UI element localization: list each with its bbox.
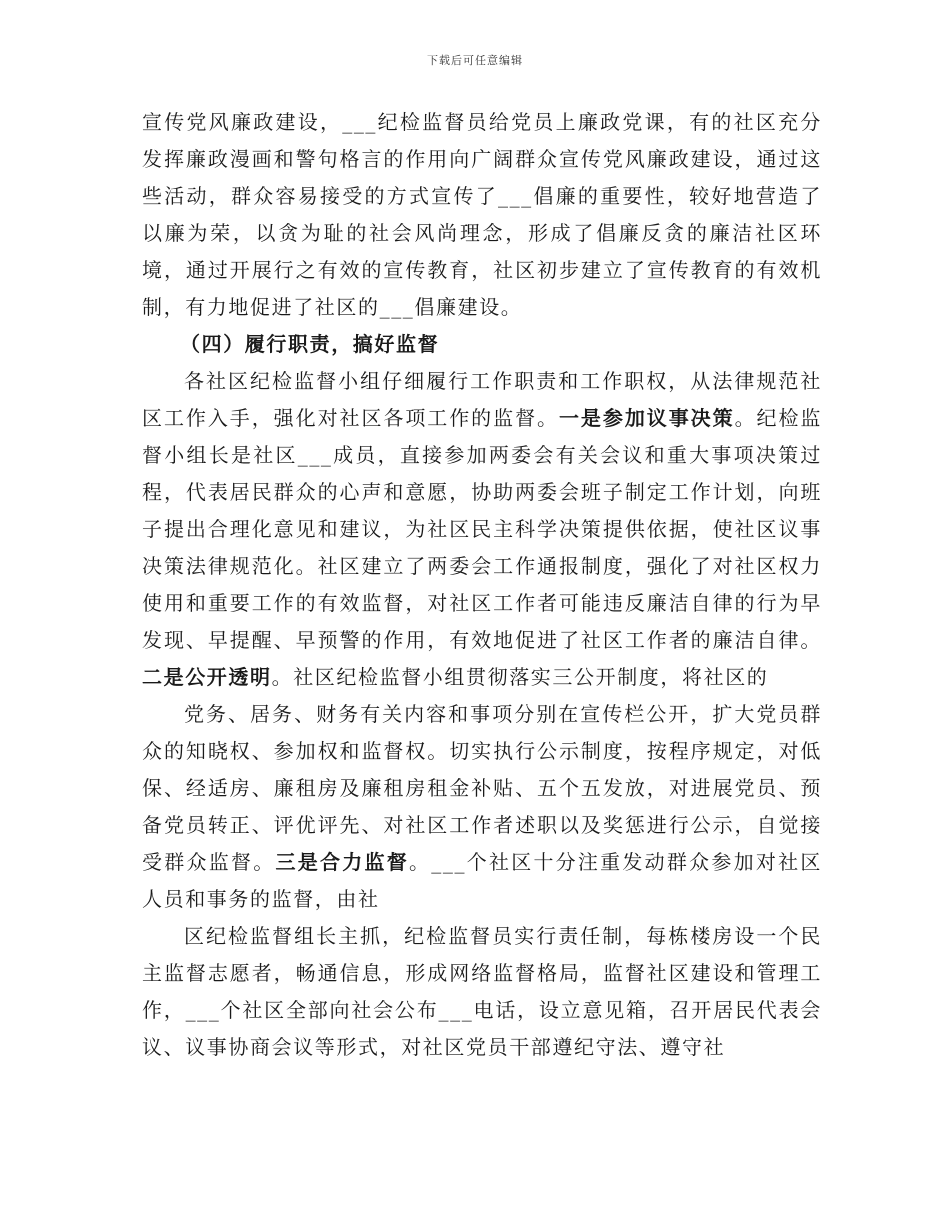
text-segment: 区纪检监督组长主抓，纪检监督员实行责任制，每栋楼房设一个民主监督志愿者，畅通信息，形成网络监督格局，监督社区建设和管理工作，___个社区全部向社会公布___电话，设立意见箱，召开居民代表会议、议事协商会议等形式，对社区党员干部遵纪守法、遵守社 [142,924,822,1059]
text-segment: 各社区纪检监督小组仔细履行工作职责和工作职权，从法律规范社区工作入手，强化对社区各项工作的监督。 [142,369,822,430]
paragraph-2 [142,363,822,696]
section-heading: （四）履行职责，搞好监督 [180,332,440,356]
text-segment: 。___个社区十分注重发动群众参加对社区人员和事务的监督，由社 [142,850,823,911]
paragraph-3 [142,696,822,918]
page-header: 下载后可任意编辑 [427,54,523,67]
paragraph-4 [142,918,822,1066]
bold-phrase: 一是参加议事决策 [558,406,735,430]
paragraph-1 [142,104,822,326]
text-segment: 宣传党风廉政建设，___纪检监督员给党员上廉政党课，有的社区充分发挥廉政漫画和警句格言的作用向广阔群众宣传党风廉政建设，通过这些活动，群众容易接受的方式宣传了___倡廉的重要性，较好地营造了以廉为荣，以贪为耻的社会风尚理念，形成了倡廉反贪的廉洁社区环境，通过开展行之有效的宣传教育，社区初步建立了宣传教育的有效机制，有力地促进了社区的___倡廉建设。 [142,110,822,319]
text-segment: 。纪检监督小组长是社区___成员，直接参加两委会有关会议和重大事项决策过程，代表居民群众的心声和意愿，协助两委会班子制定工作计划，向班子提出合理化意见和建议，为社区民主科学决策提供依据，使社区议事决策法律规范化。社区建立了两委会工作通报制度，强化了对社区权力使用和重要工作的有效监督，对社区工作者可能违反廉洁自律的行为早发现、早提醒、早预警的作用，有效地促进了社区工作者的廉洁自律。 [142,406,823,652]
text-segment: 党务、居务、财务有关内容和事项分别在宣传栏公开，扩大党员群众的知晓权、参加权和监督权。切实执行公示制度，按程序规定，对低保、经适房、廉租房及廉租房租金补贴、五个五发放，对进展党员、预备党员转正、评优评先、对社区工作者述职以及奖惩进行公示，自觉接受群众监督。 [142,702,822,874]
bold-phrase: 二是公开透明 [142,665,272,689]
document-body [142,104,822,1066]
bold-phrase: 三是合力监督 [275,850,409,874]
text-segment: 。社区纪检监督小组贯彻落实三公开制度，将社区的 [271,665,769,689]
